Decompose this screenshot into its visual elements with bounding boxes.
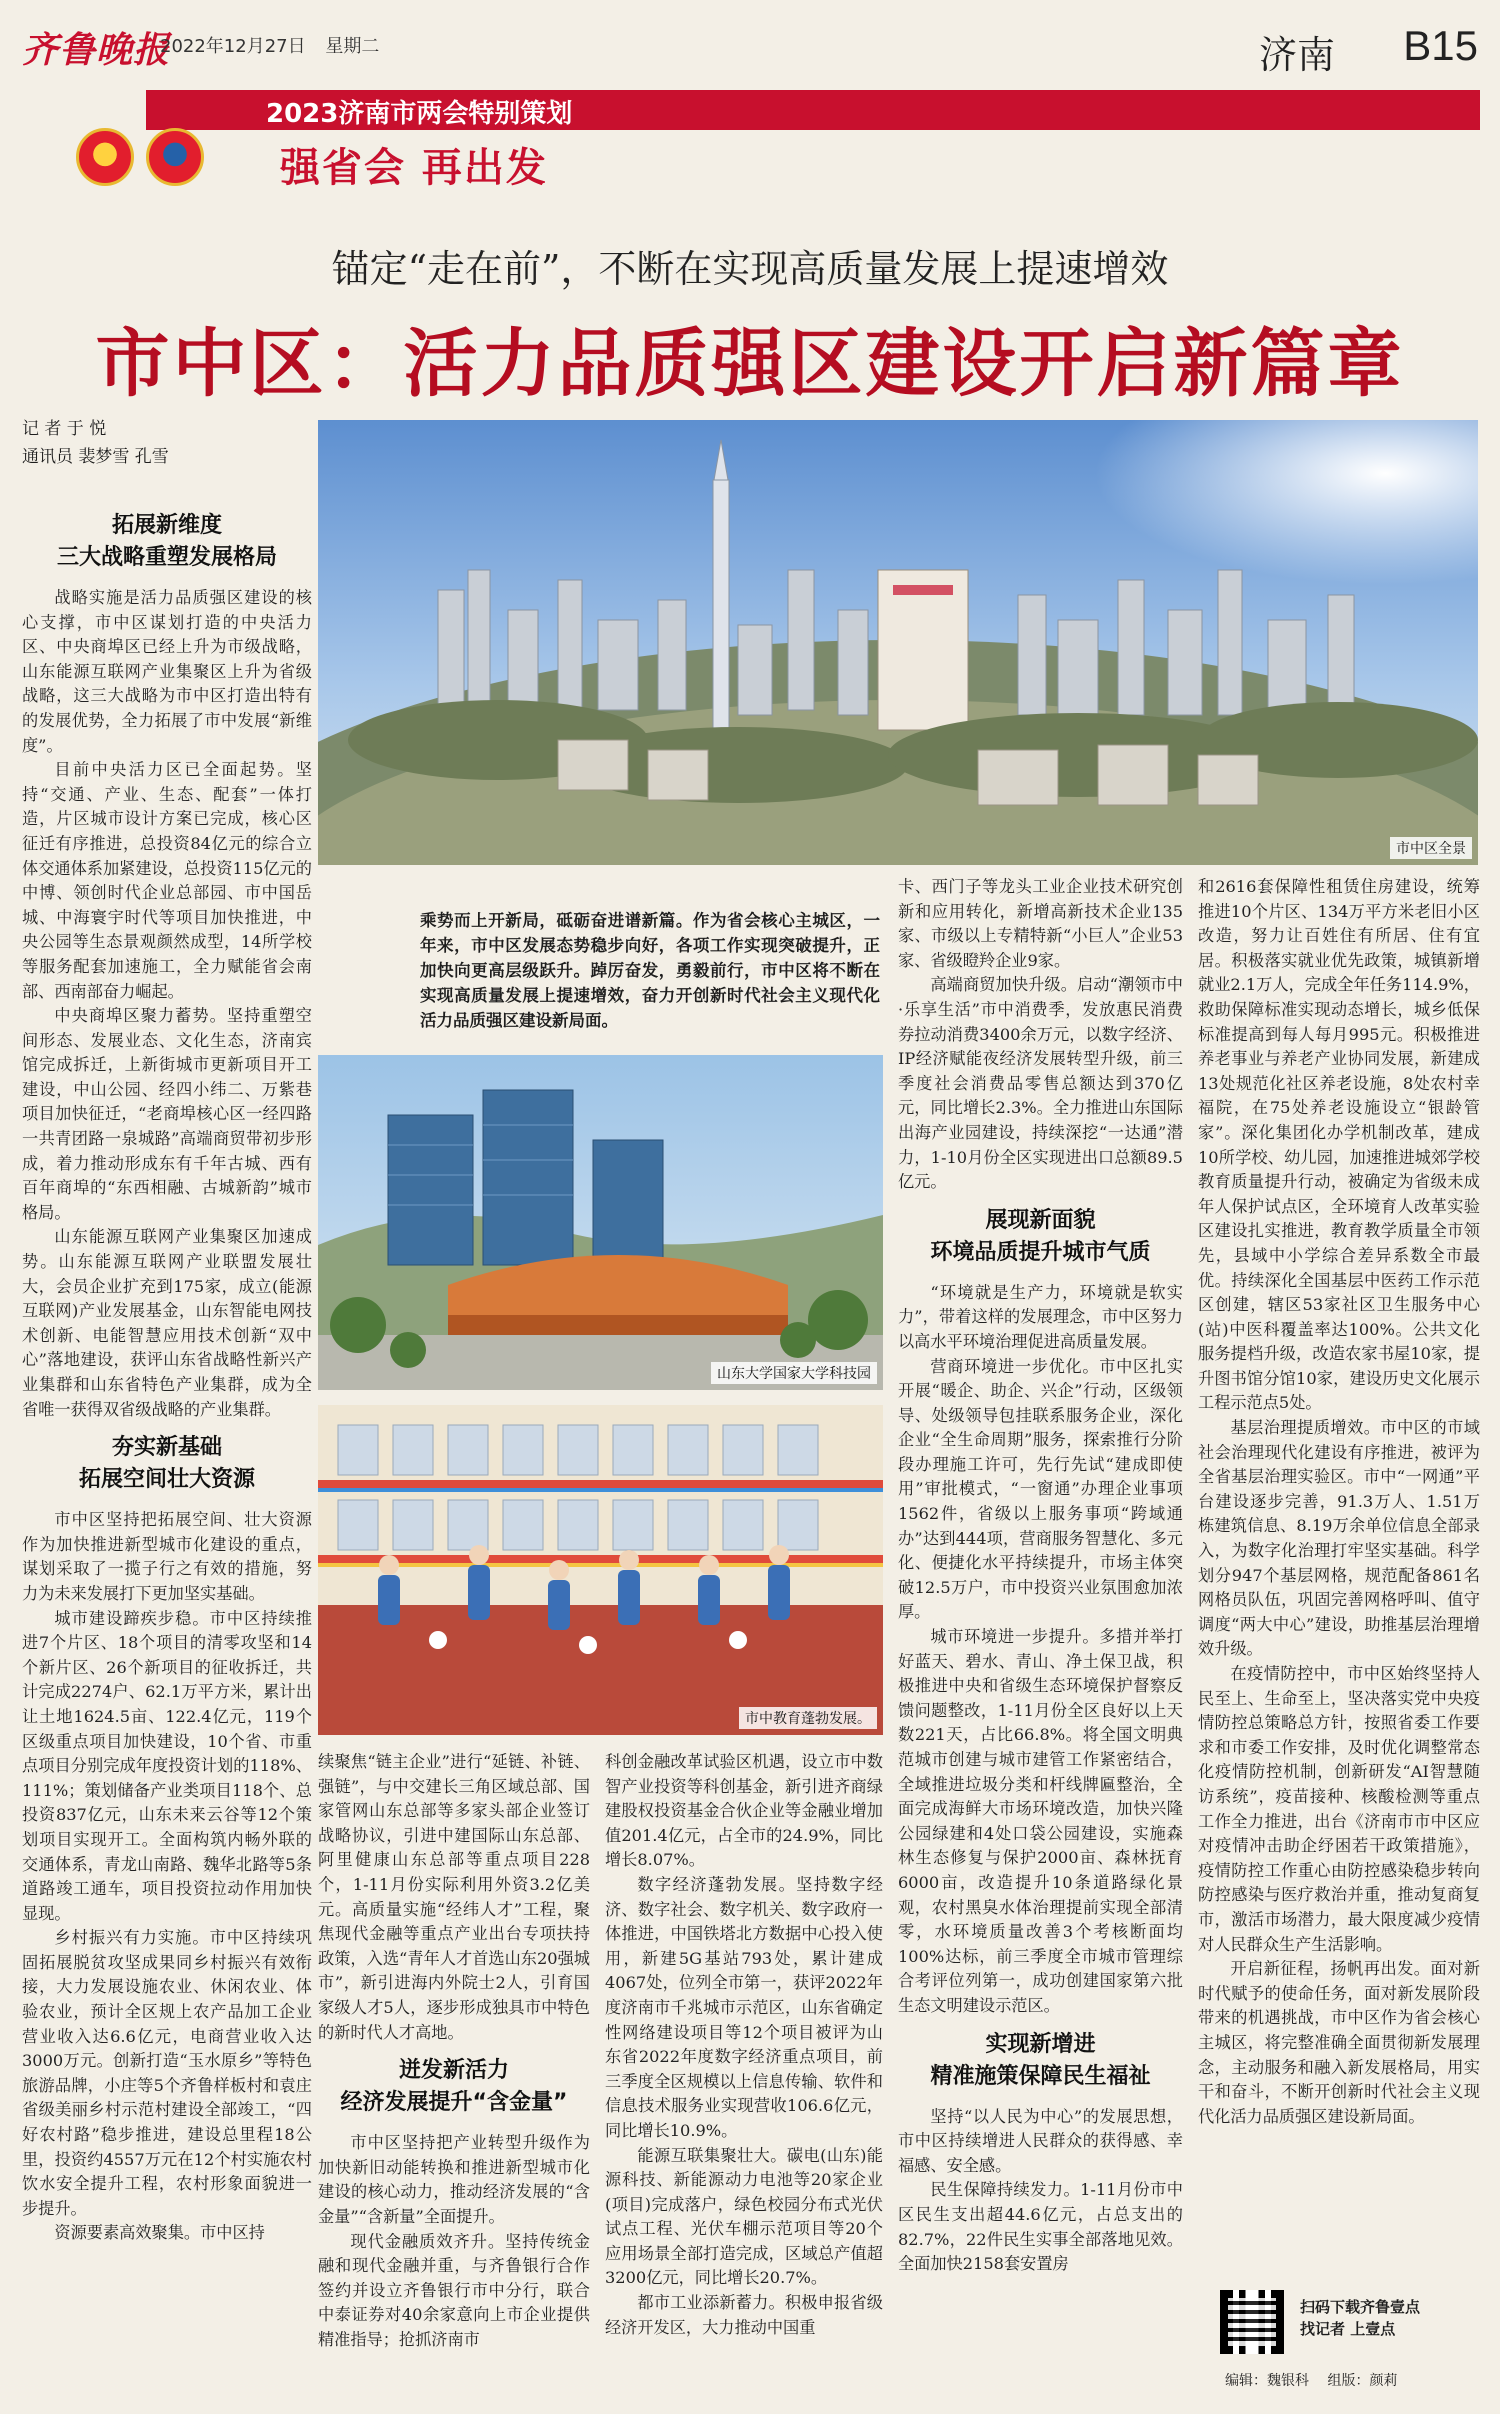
- page-number: B15: [1403, 22, 1478, 69]
- paragraph: 能源互联集聚壮大。碳电(山东)能源科技、新能源动力电池等20家企业(项目)完成落户，绿色校园分布式光伏试点工程、光伏车棚示范项目等20个应用场景全部打造完成，区域总产值超3200亿元，同比增长20.7%。: [605, 2145, 883, 2288]
- campaign-slogan: 强省会 再出发: [280, 145, 548, 191]
- newspaper-logo: 齐鲁晚报: [22, 29, 171, 71]
- byline: [22, 415, 312, 471]
- section-heading-line: 三大战略重塑发展格局: [56, 545, 277, 570]
- paragraph: 民生保障持续发力。1-11月份市中区民生支出超44.6亿元，占总支出的82.7%，22件民生实事全部落地见效。全面加快2158套安置房: [898, 2180, 1183, 2274]
- designer-name: 组版：颜莉: [1327, 2373, 1398, 2389]
- section-heading-line: 经济发展提升“含金量”: [340, 2090, 568, 2116]
- qr-promo-line: 找记者 上壹点: [1300, 2320, 1396, 2338]
- paragraph: 高端商贸加快升级。启动“潮领市中·乐享生活”市中消费季，发放惠民消费券拉动消费3400余万元，以数字经济、IP经济赋能夜经济发展转型升级，前三季度社会消费品零售总额达到370亿元，同比增长2.3%。全力推进山东国际出海产业园建设，持续深挖“一达通”潜力，1-10月份全区实现进出口总额89.5亿元。: [898, 975, 1183, 1192]
- section-heading-line: 拓展新维度: [111, 513, 222, 538]
- section-heading: [22, 1432, 312, 1496]
- paragraph: 战略实施是活力品质强区建设的核心支撑，市中区谋划打造的中央活力区、中央商埠区已经上升为市级战略，山东能源互联网产业集聚区上升为省级战略，这三大战略为市中区打造出特有的发展优势，全力拓展了市中发展“新维度”。: [22, 588, 312, 755]
- masthead: [0, 0, 1500, 191]
- section-heading: [318, 2055, 590, 2119]
- paragraph: 基层治理提质增效。市中区的市域社会治理现代化建设有序推进，被评为全省基层治理实验区。市中“一网通”平台建设逐步完善，91.3万人、1.51万栋建筑信息、8.19万余单位信息全部录入，为数字化治理打牢坚实基础。科学划分947个基层网格，规范配备861名网格员队伍，巩固完善网格呼叫、值守调度“两大中心”建设，助推基层治理增效升级。: [1198, 1418, 1480, 1659]
- column-3: [605, 1750, 883, 2340]
- paragraph: 在疫情防控中，市中区始终坚持人民至上、生命至上，坚决落实党中央疫情防控总策略总方针，按照省委工作要求和市委工作安排，及时优化调整常态化疫情防控机制，创新研发“AI智慧随访系统”，疫苗接种、核酸检测等重点工作全力推进，出台《济南市市中区应对疫情冲击助企纾困若干政策措施》，疫情防控工作重心由防控感染稳步转向防控感染与医疗救治并重，推动复商复市，激活市场潜力，最大限度减少疫情对人民群众生产生活影响。: [1198, 1664, 1480, 1954]
- qr-code-icon[interactable]: [1220, 2290, 1284, 2354]
- section-heading-line: 展现新面貌: [985, 1207, 1096, 1233]
- paragraph: 续聚焦“链主企业”进行“延链、补链、强链”，与中交建长三角区域总部、国家管网山东总部等多家头部企业签订战略协议，引进中建国际山东总部、阿里健康山东总部等重点项目228个，1-11月份实际利用外资3.2亿美元。高质量实施“经纬人才”工程，聚焦现代金融等重点产业出台专项扶持政策，入选“青年人才首选山东20强城市”，新引进海内外院士2人，引育国家级人才5人，逐步形成独具市中特色的新时代人才高地。: [318, 1752, 590, 2042]
- paragraph: 现代金融质效齐升。坚持传统金融和现代金融并重，与齐鲁银行合作签约并设立齐鲁银行市中分行，联合中泰证券对40余家意向上市企业提供精准指导；抢抓济南市: [318, 2231, 590, 2349]
- section-heading-line: 夯实新基础: [111, 1435, 222, 1461]
- paragraph: 科创金融改革试验区机遇，设立市中数智产业投资等科创基金，新引进齐商绿建股权投资基金合伙企业等金融业增加值201.4亿元，占全市的24.9%，同比增长8.07%。: [605, 1752, 883, 1870]
- byline-reporter: 记 者 于 悦: [22, 419, 107, 439]
- article-lead: 乘势而上开新局，砥砺奋进谱新篇。作为省会核心主城区，一年来，市中区发展态势稳步向好，各项工作实现突破提升，正加快向更高层级跃升。踔厉奋发，勇毅前行，市中区将不断在实现高质量发展上提速增效，奋力开创新时代社会主义现代化活力品质强区建设新局面。: [420, 911, 880, 1030]
- paragraph: 山东能源互联网产业集聚区加速成势。山东能源互联网产业联盟发展壮大，会员企业扩充到175家，成立(能源互联网)产业发展基金，山东智能电网技术创新、电能智慧应用技术创新“双中心”落地建设，获评山东省战略性新兴产业集群和山东省特色产业集群，成为全省唯一获得双省级战略的产业集群。: [22, 1227, 312, 1419]
- section-heading-line: 迸发新活力: [398, 2058, 509, 2084]
- tech-park-illustration: [318, 1055, 883, 1390]
- section-heading-line: 环境品质提升城市气质: [930, 1239, 1151, 1265]
- panorama-caption: 市中区全景: [1390, 837, 1472, 859]
- article-subtitle: 锚定“走在前”，不断在实现高质量发展上提速增效: [331, 247, 1169, 291]
- paragraph: 市中区坚持把拓展空间、壮大资源作为加快推进新型城市化建设的重点，谋划采取了一揽子行之有效的措施，努力为未来发展打下更加坚实基础。: [22, 1510, 312, 1603]
- paragraph: 市中区坚持把产业转型升级作为加快新旧动能转换和推进新型城市化建设的核心动力，推动经济发展的“含金量”“含新量”全面提升。: [318, 2133, 590, 2226]
- byline-correspondents: 通讯员 裴梦雪 孔雪: [22, 447, 169, 467]
- paragraph: 都市工业添新蓄力。积极申报省级经济开发区，大力推动中国重: [605, 2293, 883, 2337]
- section-heading: [22, 510, 312, 574]
- special-banner: [146, 90, 1480, 130]
- paragraph: 营商环境进一步优化。市中区扎实开展“暖企、助企、兴企”行动，区级领导、处级领导包挂联系服务企业，深化企业“全生命周期”服务，探索推行分阶段办理施工许可，先行先试“建成即使用”审批模式，“一窗通”办理企业事项1562件，省级以上服务事项“跨域通办”达到444项，营商服务智慧化、多元化、便捷化水平持续提升，市场主体突破12.5万户，市中投资兴业氛围愈加浓厚。: [898, 1356, 1183, 1622]
- paragraph: 和2616套保障性租赁住房建设，统筹推进10个片区、134万平方米老旧小区改造，努力让百姓住有所居、住有宜居。积极落实就业优先政策，城镇新增就业2.1万人，完成全年任务114.9%，救助保障标准实现动态增长，城乡低保标准提高到每人每月995元。积极推进养老事业与养老产业协同发展，新建成13处规范化社区养老设施，8处农村幸福院，在75处养老设施设立“银龄管家”。深化集团化办学机制改革，建成10所学校、幼儿园，加速推进城郊学校教育质量提升行动，被确定为省级未成年人保护试点区，全环境育人改革实验区建设扎实推进，教育教学质量全市领先，县域中小学综合差异系数全市最优。持续深化全国基层中医药工作示范区创建，辖区53家社区卫生服务中心(站)中医科覆盖率达100%。公共文化服务提档升级，改造农家书屋10家，提升图书馆分馆10家，建设历史文化展示工程示范点5处。: [1198, 877, 1480, 1413]
- paragraph: 资源要素高效聚集。市中区持: [54, 2223, 265, 2243]
- section-heading: [898, 1205, 1183, 1269]
- special-banner-label: 2023济南市两会特别策划: [266, 99, 573, 129]
- column-1: [22, 500, 312, 2246]
- section-heading-line: 实现新增进: [985, 2031, 1096, 2057]
- column-4: [898, 875, 1183, 2277]
- school-caption: 市中教育蓬勃发展。: [739, 1707, 877, 1729]
- paragraph: 坚持“以人民为中心”的发展思想，市中区持续增进人民群众的获得感、幸福感、安全感。: [898, 2106, 1183, 2175]
- city-panorama-illustration: [318, 420, 1478, 865]
- school-photo: [318, 1405, 883, 1735]
- school-sports-illustration: [318, 1405, 883, 1735]
- qr-promo-line: 扫码下载齐鲁壹点: [1300, 2298, 1421, 2316]
- paragraph: 数字经济蓬勃发展。坚持数字经济、数字社会、数字机关、数字政府一体推进，中国铁塔北方数据中心投入使用，新建5G基站793处，累计建成4067处，位列全市第一，获评2022年度济南市千兆城市示范区，山东省确定性网络建设项目等12个项目被评为山东省2022年度数字经济重点项目，前三季度全区规模以上信息传输、软件和信息技术服务业实现营收106.6亿元，同比增长10.9%。: [605, 1874, 883, 2140]
- section-heading-line: 精准施策保障民生福祉: [930, 2063, 1151, 2089]
- issue-weekday: 星期二: [325, 36, 380, 57]
- section-heading: [898, 2029, 1183, 2093]
- campus-photo: [318, 1055, 883, 1390]
- column-2: [318, 1750, 590, 2352]
- editor-credits: [1225, 2370, 1411, 2390]
- panorama-photo: [318, 420, 1478, 865]
- cppcc-emblem-icon: [146, 128, 204, 186]
- paragraph: 乡村振兴有力实施。市中区持续巩固拓展脱贫攻坚成果同乡村振兴有效衔接，大力发展设施农业、休闲农业、体验农业，预计全区规上农产品加工企业营业收入达6.6亿元，电商营业收入达3000万元。创新打造“玉水原乡”等特色旅游品牌，小庄等5个齐鲁样板村和袁庄省级美丽乡村示范村建设全部竣工，“四好农村路”稳步推进，建设总里程18公里，投资约4557万元在12个村实施农村饮水安全提升工程，农村形象面貌进一步提升。: [22, 1928, 312, 2218]
- column-5: [1198, 875, 1480, 2129]
- paragraph: “环境就是生产力，环境就是软实力”，带着这样的发展理念，市中区努力以高水平环境治理促进高质量发展。: [898, 1282, 1183, 1351]
- paragraph: 城市环境进一步提升。多措并举打好蓝天、碧水、青山、净土保卫战，积极推进中央和省级生态环境保护督察反馈问题整改，1-11月份全区良好以上天数221天，占比66.8%。将全国文明典范城市创建与城市建管工作紧密结合，全域推进垃圾分类和杆线牌匾整治，全面完成海鲜大市场环境改造，加快兴隆公园绿建和4处口袋公园建设，实施森林生态修复与保护2000亩、森林抚育6000亩，改造提升10条道路绿化景观，农村黑臭水体治理提前实现全部清零，水环境质量改善3个考核断面均100%达标，前三季度全市城市管理综合考评位列第一，成功创建国家第六批生态文明建设示范区。: [898, 1627, 1183, 2015]
- national-emblem-icon: [76, 128, 134, 186]
- editor-name: 编辑：魏银科: [1225, 2373, 1309, 2389]
- campus-caption: 山东大学国家大学科技园: [711, 1362, 877, 1384]
- paragraph: 卡、西门子等龙头工业企业技术研究创新和应用转化，新增高新技术企业135家、市级以上专精特新“小巨人”企业53家、省级瞪羚企业9家。: [898, 877, 1183, 970]
- paragraph: 城市建设蹄疾步稳。市中区持续推进7个片区、18个项目的清零攻坚和14个新片区、26个新项目的征收拆迁，共计完成2274户、62.1万平方米，累计出让土地1624.5亩、122.4亿元，119个区级重点项目加快建设，10个省、市重点项目分别完成年度投资计划的118%、111%；策划储备产业类项目118个、总投资837亿元，山东未来云谷等12个策划项目实现开工。全面构筑内畅外联的交通体系，青龙山南路、魏华北路等5条道路竣工通车，项目投资拉动作用加快显现。: [22, 1608, 312, 1923]
- qr-promo: [1300, 2296, 1420, 2340]
- date-line: [160, 32, 393, 58]
- paragraph: 目前中央活力区已全面起势。坚持“交通、产业、生态、配套”一体打造，片区城市设计方案已完成，核心区征迁有序推进，总投资84亿元的综合立体交通体系加紧建设，总投资115亿元的中博、领创时代企业总部园、市中国岳城、中海寰宇时代等项目加快推进，中央公园等生态景观颜然成型，14所学校等服务配套加速施工，全力赋能省会南部、西南部奋力崛起。: [22, 760, 312, 1001]
- article-title: 市中区：活力品质强区建设开启新篇章: [95, 321, 1405, 407]
- paragraph: 开启新征程，扬帆再出发。面对新时代赋予的使命任务，面对新发展阶段带来的机遇挑战，市中区作为省会核心主城区，将完整准确全面贯彻新发展理念，主动服务和融入新发展格局，用实干和奋斗，不断开创新时代社会主义现代化活力品质强区建设新局面。: [1198, 1959, 1480, 2126]
- section-city: 济南: [1258, 33, 1335, 77]
- section-heading-line: 拓展空间壮大资源: [78, 1467, 255, 1493]
- issue-date: 2022年12月27日: [160, 36, 306, 57]
- paragraph: 中央商埠区聚力蓄势。坚持重塑空间形态、发展业态、文化生态，济南宾馆完成拆迁，上新街城市更新项目开工建设，中山公园、经四小纬二、万紫巷项目加快征迁，“老商埠核心区一经四路一共青团路一泉城路”高端商贸带初步形成，着力推动形成东有千年古城、西有百年商埠的“东西相融、古城新韵”城市格局。: [22, 1006, 312, 1222]
